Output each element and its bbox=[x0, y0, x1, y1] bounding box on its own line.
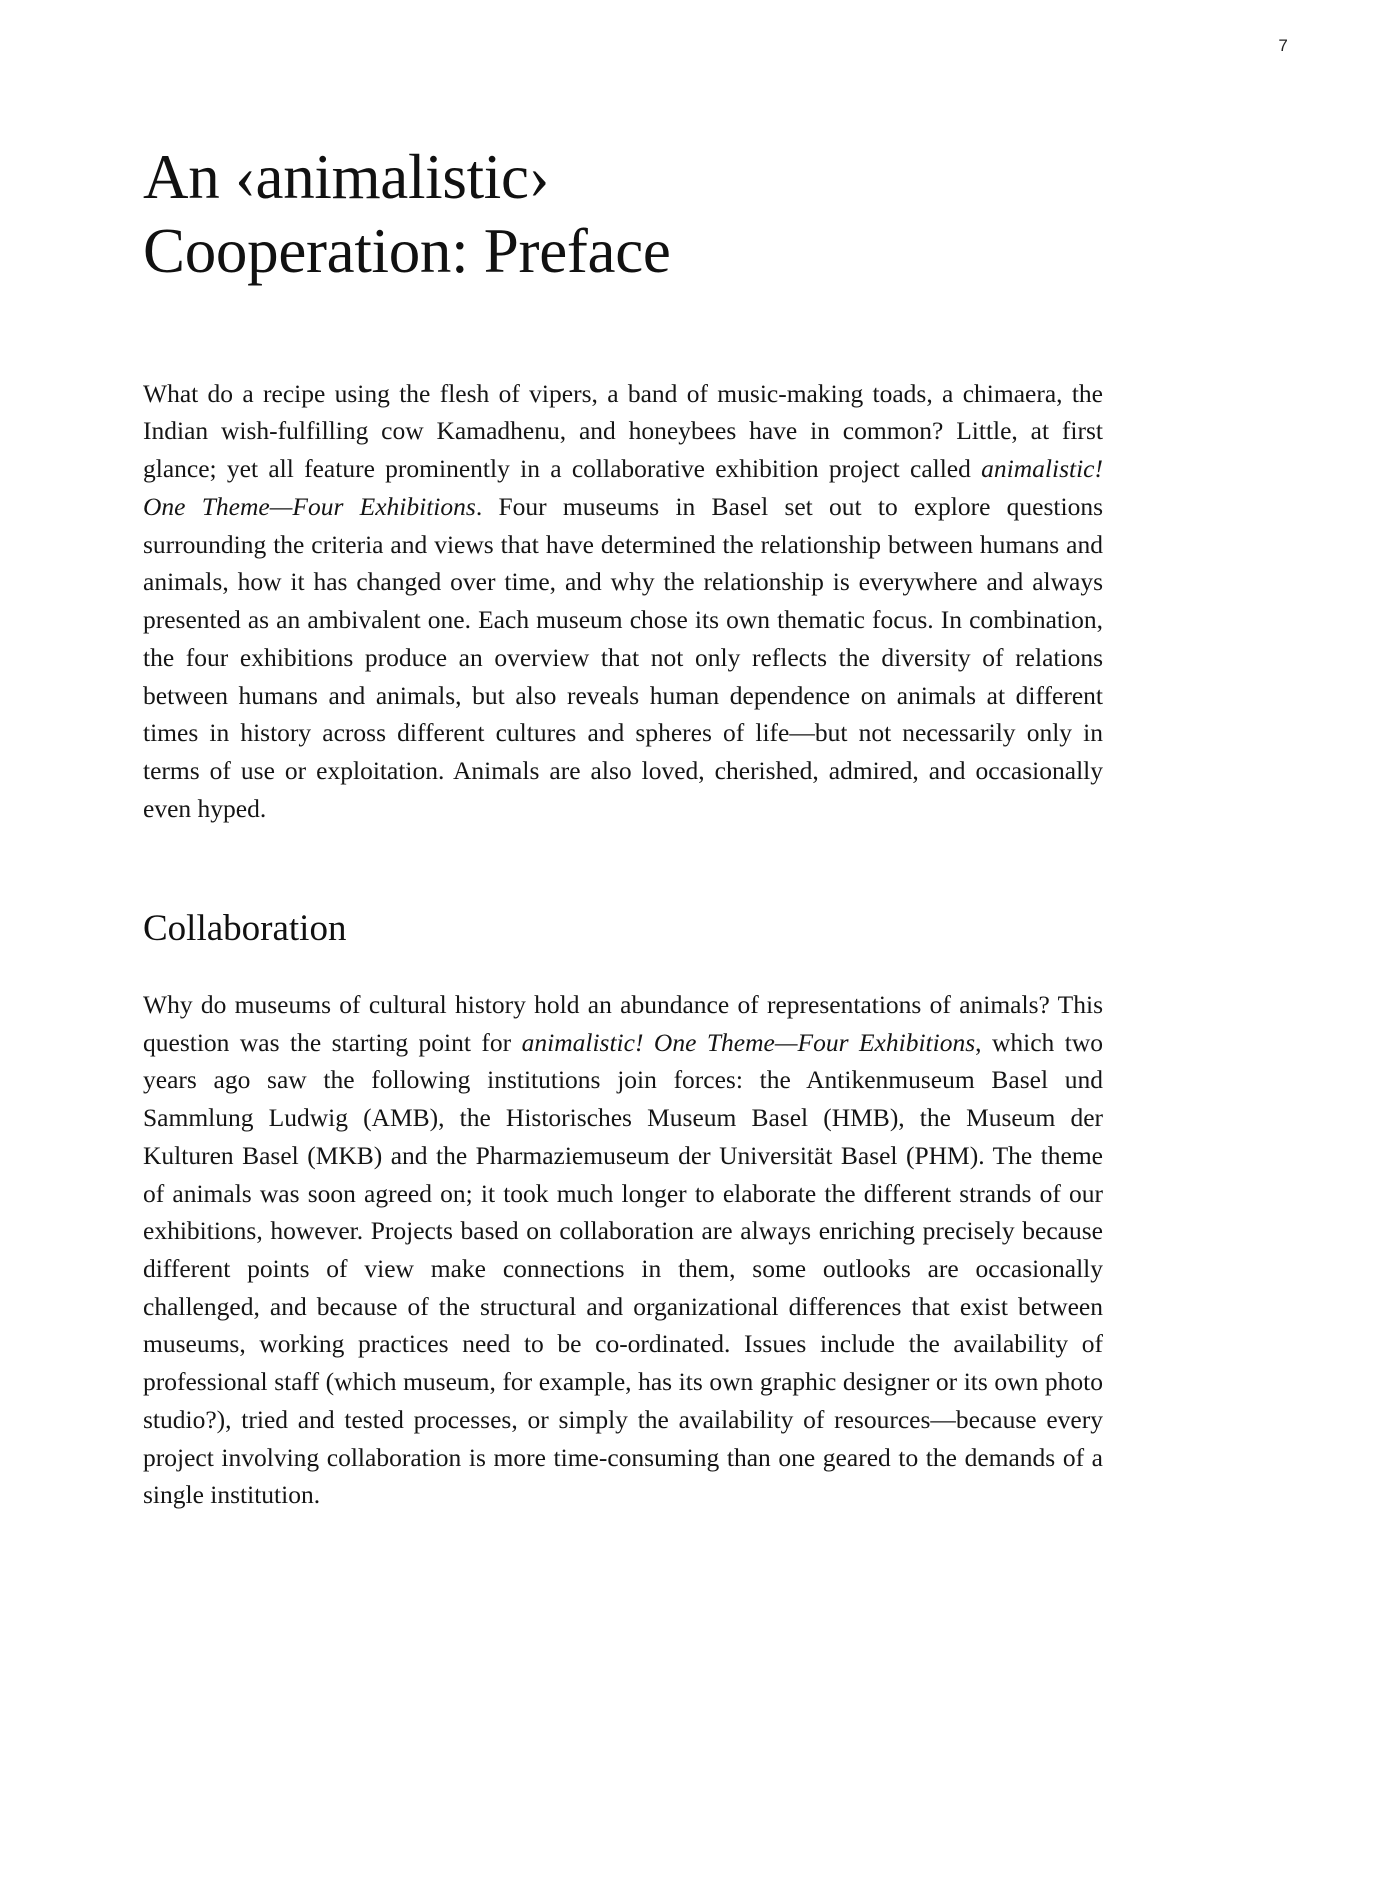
collaboration-paragraph bbox=[143, 986, 1103, 1514]
collaboration-text-part-2: , which two years ago saw the following institutions join forces: the Antikenmuseum Basel und Sammlung Ludwig (AMB), the Historisches Museum Basel (HMB), the Museum der Kulturen Basel (MKB) and the Pharmaziemuseum der Universität Basel (PHM). The theme of animals was soon agreed on; it took much longer to elaborate the different strands of our exhibitions, however. Projects based on collaboration are always enriching precisely because different points of view make connections in them, some outlooks are occasionally challenged, and because of the structural and organizational differences that exist between museums, working practices need to be co-ordinated. Issues include the availability of professional staff (which museum, for example, has its own graphic designer or its own photo studio?), tried and tested processes, or simply the availability of resources—because every project involving collaboration is more time-consuming than one geared to the demands of a single institution. bbox=[143, 1027, 1103, 1510]
page-title-line-1: An ‹animalistic› bbox=[143, 142, 550, 212]
page-content bbox=[143, 140, 1103, 1514]
page-title-line-2: Cooperation: Preface bbox=[143, 216, 671, 287]
collaboration-exhibition-title: animalistic! One Theme—Four Exhibitions bbox=[521, 1027, 976, 1057]
intro-paragraph bbox=[143, 375, 1103, 828]
intro-text-part-2: . Four museums in Basel set out to explore questions surrounding the criteria and views that have determined the relationship between humans and animals, how it has changed over time, and why the relationship is everywhere and always presented as an ambivalent one. Each museum chose its own thematic focus. In combination, the four exhibitions produce an overview that not only reflects the diversity of relations between humans and animals, but also reveals human dependence on animals at different times in history across different cultures and spheres of life—but not necessarily only in terms of use or exploitation. Animals are also loved, cherished, admired, and occasionally even hyped. bbox=[143, 491, 1103, 823]
collaboration-text-part-1: Why do museums of cultural history hold an abundance of representations of animals? This question was the starting point for bbox=[143, 989, 1103, 1057]
page-number: 7 bbox=[1278, 36, 1288, 55]
intro-exhibition-title: animalistic! One Theme—Four Exhibitions bbox=[143, 454, 1103, 521]
intro-text-part-1: What do a recipe using the flesh of vipers, a band of music-making toads, a chimaera, the Indian wish-fulfilling cow Kamadhenu, and honeybees have in common? Little, at first glance; yet all feature prominently in a collaborative exhibition project called bbox=[143, 378, 1103, 484]
page-title bbox=[143, 140, 1103, 289]
section-heading-collaboration: Collaboration bbox=[143, 908, 347, 950]
